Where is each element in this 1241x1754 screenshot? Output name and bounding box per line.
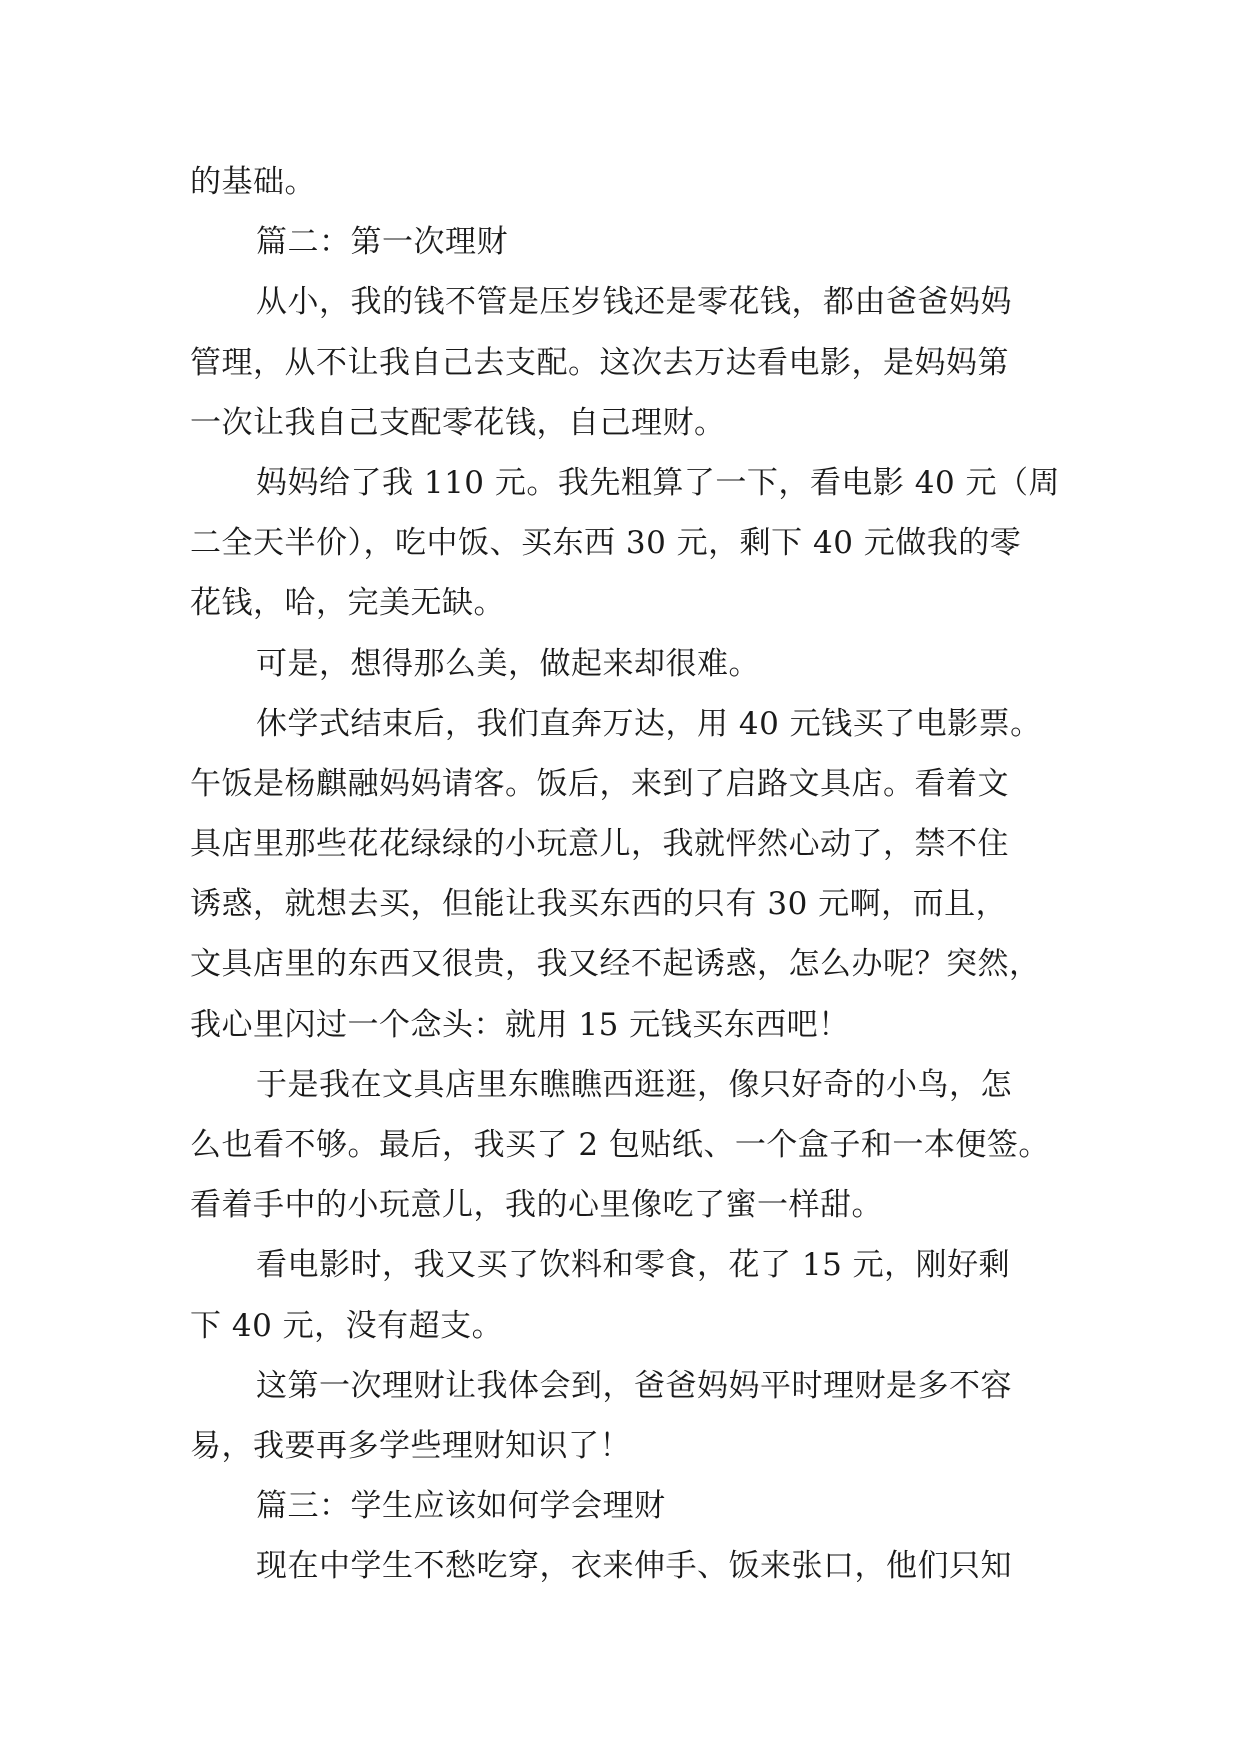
text-line: 于是我在文具店里东瞧瞧西逛逛，像只好奇的小鸟，怎: [256, 1066, 1012, 1103]
text-line: 从小，我的钱不管是压岁钱还是零花钱，都由爸爸妈妈: [256, 284, 1012, 321]
text-line: 看着手中的小玩意儿，我的心里像吃了蜜一样甜。: [190, 1187, 883, 1224]
text-line: 具店里那些花花绿绿的小玩意儿，我就怦然心动了，禁不住: [190, 826, 1009, 863]
text-line: 我心里闪过一个念头：就用 15 元钱买东西吧！: [190, 1006, 850, 1043]
text-line: 休学式结束后，我们直奔万达，用 40 元钱买了电影票。: [256, 705, 1042, 742]
text-line: 的基础。: [190, 164, 316, 200]
text-line: 可是，想得那么美，做起来却很难。: [256, 645, 760, 682]
text-line: 这第一次理财让我体会到，爸爸妈妈平时理财是多不容: [256, 1367, 1012, 1404]
text-line: 看电影时，我又买了饮料和零食，花了 15 元，刚好剩: [256, 1247, 1011, 1284]
section-heading: 篇二：第一次理财: [256, 224, 508, 261]
text-line: 现在中学生不愁吃穿，衣来伸手、饭来张口，他们只知: [256, 1548, 1012, 1585]
text-line: 花钱，哈，完美无缺。: [190, 585, 505, 622]
text-line: 易，我要再多学些理财知识了！: [190, 1427, 631, 1464]
text-line: 么也看不够。最后，我买了 2 包贴纸、一个盒子和一本便签。: [190, 1127, 1050, 1163]
text-line: 文具店里的东西又很贵，我又经不起诱惑，怎么办呢？突然，: [190, 946, 1041, 983]
text-line: 下 40 元，没有超支。: [190, 1307, 504, 1344]
text-line: 诱惑，就想去买，但能让我买东西的只有 30 元啊，而且，: [190, 886, 1008, 923]
section-heading: 篇三：学生应该如何学会理财: [256, 1488, 666, 1525]
text-line: 妈妈给了我 110 元。我先粗算了一下，看电影 40 元（周: [256, 464, 1061, 501]
document-body: [190, 152, 1070, 1597]
text-line: 管理，从不让我自己去支配。这次去万达看电影，是妈妈第: [190, 344, 1009, 381]
text-line: 一次让我自己支配零花钱，自己理财。: [190, 404, 726, 441]
text-line: 二全天半价），吃中饭、买东西 30 元，剩下 40 元做我的零: [190, 525, 1022, 562]
text-line: 午饭是杨麒融妈妈请客。饭后，来到了启路文具店。看着文: [190, 765, 1009, 802]
